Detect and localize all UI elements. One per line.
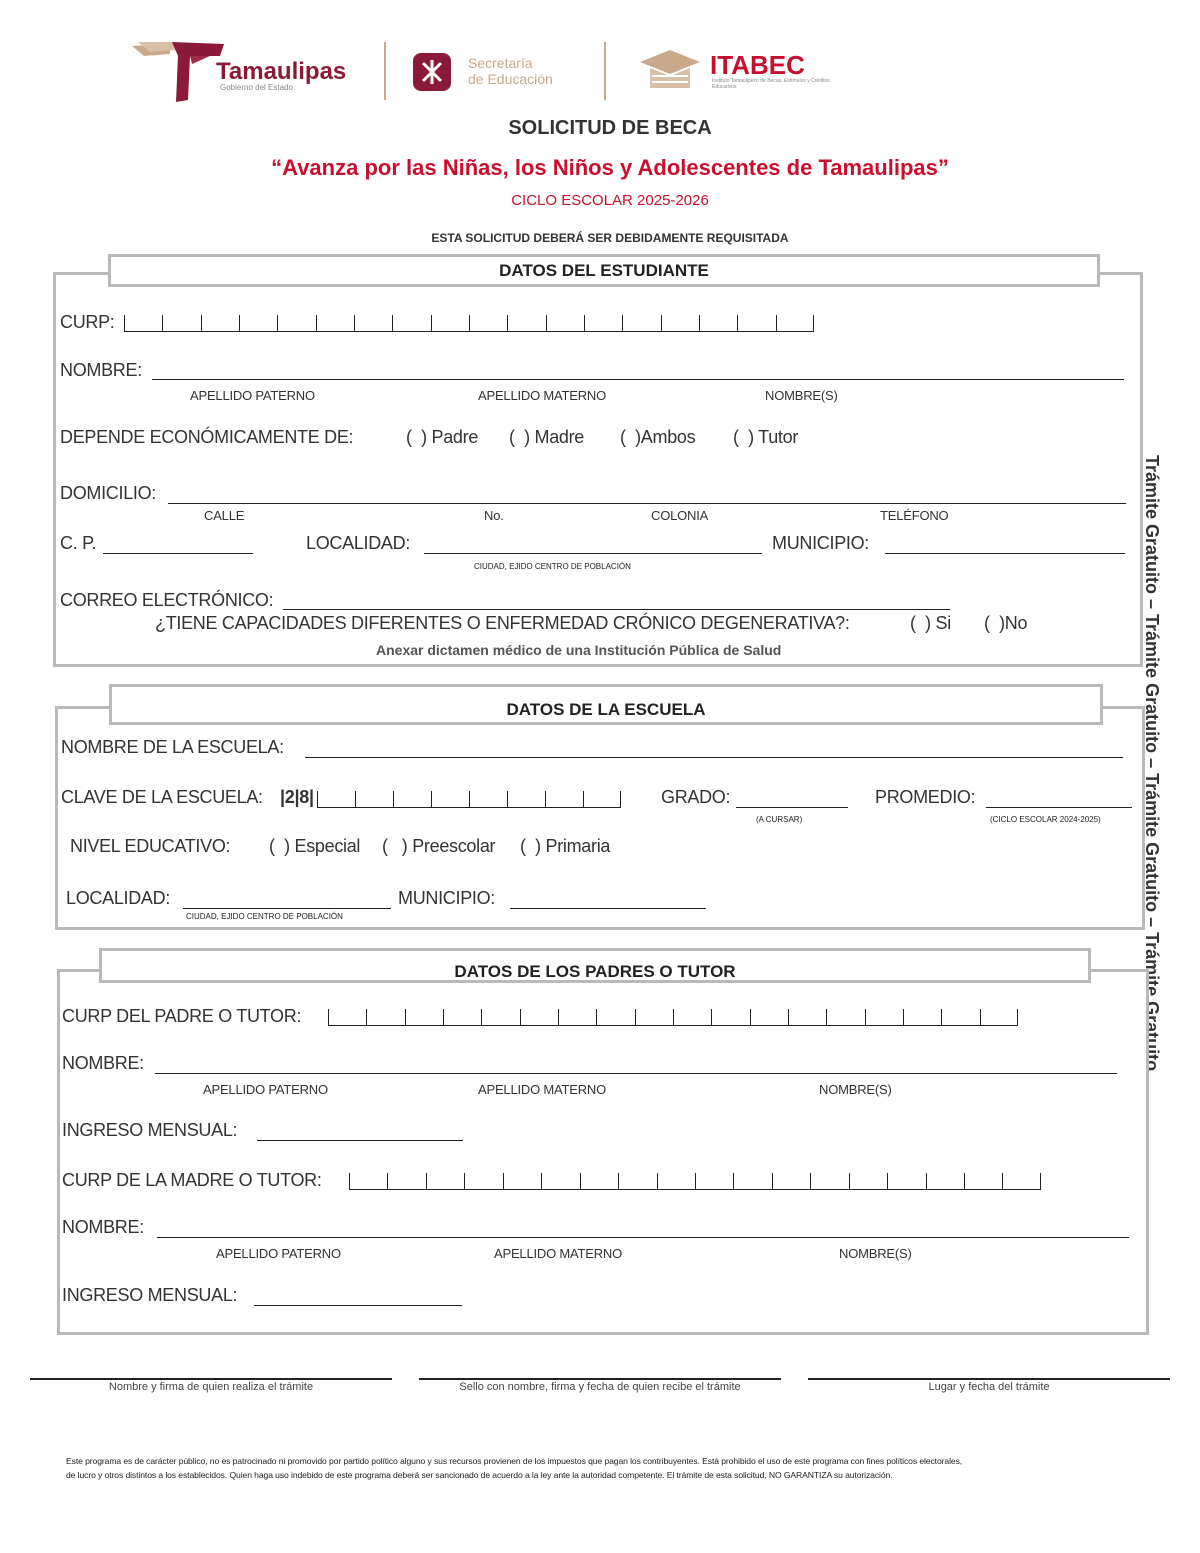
correo-input[interactable] xyxy=(283,609,950,610)
padre-nombres-label: NOMBRE(S) xyxy=(819,1082,892,1097)
secretaria-emblem-icon xyxy=(412,52,452,92)
nivel-primaria-label: Primaria xyxy=(545,836,611,856)
character-cell[interactable] xyxy=(355,791,393,807)
character-cell[interactable] xyxy=(507,315,545,331)
school-clave-label: CLAVE DE LA ESCUELA: xyxy=(61,787,263,807)
correo-label: CORREO ELECTRÓNICO: xyxy=(60,590,274,610)
padre-name-label: NOMBRE: xyxy=(62,1053,144,1073)
character-cell[interactable] xyxy=(431,315,469,331)
secretaria-line2: de Educación xyxy=(468,71,553,87)
character-cell[interactable] xyxy=(980,1009,1018,1025)
character-cell[interactable] xyxy=(546,315,584,331)
nivel-label: NIVEL EDUCATIVO: xyxy=(70,836,231,856)
character-cell[interactable] xyxy=(393,791,431,807)
character-cell[interactable] xyxy=(481,1009,519,1025)
capacidades-question: ¿TIENE CAPACIDADES DIFERENTES O ENFERMEDAD CRÓNICO DEGENERATIVA?: xyxy=(155,613,850,633)
character-cell[interactable] xyxy=(354,315,392,331)
character-cell[interactable] xyxy=(695,1173,733,1189)
header-divider xyxy=(604,42,606,100)
depende-ambos-checkbox[interactable]: ( )Ambos xyxy=(620,427,696,447)
domicilio-label: DOMICILIO: xyxy=(60,483,157,503)
madre-apellido-materno-label: APELLIDO MATERNO xyxy=(494,1246,623,1261)
promedio-label: PROMEDIO: xyxy=(875,787,976,807)
legal-footer-line2: de lucro y otros distintos a los establecidos. Quien haga uso indebido de este programa deberá ser sancionado de acuerdo a la ley ante la autoridad competente. El trámite de esta solicitud, NO GARANTIZA su autorización. xyxy=(66,1470,893,1480)
school-clave-prefix: |2|8| xyxy=(280,787,314,807)
character-cell[interactable] xyxy=(443,1009,481,1025)
character-cell[interactable] xyxy=(750,1009,788,1025)
character-cell[interactable] xyxy=(584,315,622,331)
character-cell[interactable] xyxy=(124,315,162,331)
signature-label-place-date: Lugar y fecha del trámite xyxy=(928,1381,1050,1393)
character-cell[interactable] xyxy=(887,1173,925,1189)
madre-name-input[interactable] xyxy=(157,1237,1129,1238)
padre-ingreso-input[interactable] xyxy=(257,1140,463,1141)
character-cell[interactable] xyxy=(520,1009,558,1025)
character-cell[interactable] xyxy=(903,1009,941,1025)
character-cell[interactable] xyxy=(541,1173,579,1189)
character-cell[interactable] xyxy=(239,315,277,331)
character-cell[interactable] xyxy=(865,1009,903,1025)
requisite-notice: ESTA SOLICITUD DEBERÁ SER DEBIDAMENTE REQUISITADA xyxy=(431,231,789,245)
character-cell[interactable] xyxy=(737,315,775,331)
padre-apellido-materno-label: APELLIDO MATERNO xyxy=(478,1082,607,1097)
cp-label: C. P. xyxy=(60,533,97,553)
school-localidad-label: LOCALIDAD: xyxy=(66,888,171,908)
character-cell[interactable] xyxy=(699,315,737,331)
character-cell[interactable] xyxy=(277,315,315,331)
tamaulipas-logo xyxy=(130,40,370,104)
depende-madre-checkbox[interactable]: ( ) Madre xyxy=(509,427,585,447)
curp-madre-label: CURP DE LA MADRE O TUTOR: xyxy=(62,1170,322,1190)
colonia-label: COLONIA xyxy=(651,508,709,523)
grado-input[interactable] xyxy=(736,807,848,808)
character-cell[interactable] xyxy=(772,1173,810,1189)
parents-section-heading: DATOS DE LOS PADRES O TUTOR xyxy=(99,948,1091,983)
character-cell[interactable] xyxy=(558,1009,596,1025)
curp-padre-input[interactable] xyxy=(328,1009,1018,1026)
character-cell[interactable] xyxy=(788,1009,826,1025)
grado-hint: (A CURSAR) xyxy=(756,815,803,824)
header-divider xyxy=(384,42,386,100)
character-cell[interactable] xyxy=(328,1009,366,1025)
character-cell[interactable] xyxy=(201,315,239,331)
character-cell[interactable] xyxy=(469,791,507,807)
legal-footer-line1: Este programa es de carácter público, no es patrocinado ni promovido por partido político alguno y sus recursos provienen de los impuestos que pagan los contribuyentes. Está prohibido el uso de este programa con fines políticos electorales, xyxy=(66,1456,963,1466)
character-cell[interactable] xyxy=(426,1173,464,1189)
free-procedure-side-text: Trámite Gratuito – Trámite Gratuito – Trámite Gratuito – Trámite Gratuito xyxy=(1142,455,1162,1072)
tamaulipas-name: Tamaulipas xyxy=(216,58,347,85)
character-cell[interactable] xyxy=(964,1173,1002,1189)
character-cell[interactable] xyxy=(661,315,699,331)
secretaria-logo xyxy=(412,52,592,92)
anexar-note: Anexar dictamen médico de una Institución Pública de Salud xyxy=(376,642,782,658)
character-cell[interactable] xyxy=(926,1173,964,1189)
character-cell[interactable] xyxy=(464,1173,502,1189)
madre-nombres-label: NOMBRE(S) xyxy=(839,1246,912,1261)
depende-madre-label: Madre xyxy=(534,427,585,447)
legal-footer xyxy=(66,1454,1156,1482)
nivel-primaria-checkbox[interactable]: ( ) Primaria xyxy=(520,836,611,856)
student-apellido-materno-label: APELLIDO MATERNO xyxy=(478,388,607,403)
depende-ambos-label: Ambos xyxy=(640,427,696,447)
domicilio-input[interactable] xyxy=(168,503,1126,504)
character-cell[interactable] xyxy=(810,1173,848,1189)
character-cell[interactable] xyxy=(673,1009,711,1025)
padre-name-input[interactable] xyxy=(155,1073,1117,1074)
school-cycle: CICLO ESCOLAR 2025-2026 xyxy=(511,192,709,209)
signature-label-applicant: Nombre y firma de quien realiza el trámite xyxy=(108,1381,314,1393)
student-name-input[interactable] xyxy=(152,379,1124,380)
character-cell[interactable] xyxy=(776,315,814,331)
signature-line-place-date[interactable] xyxy=(808,1378,1170,1380)
character-cell[interactable] xyxy=(469,315,507,331)
character-cell[interactable] xyxy=(316,315,354,331)
character-cell[interactable] xyxy=(622,315,660,331)
signature-line-applicant[interactable] xyxy=(30,1378,392,1380)
student-section-heading: DATOS DEL ESTUDIANTE xyxy=(108,254,1100,287)
promedio-hint: (CICLO ESCOLAR 2024-2025) xyxy=(990,815,1101,824)
school-name-input[interactable] xyxy=(305,757,1123,758)
character-cell[interactable] xyxy=(366,1009,404,1025)
character-cell[interactable] xyxy=(635,1009,673,1025)
depende-padre-label: Padre xyxy=(431,427,479,447)
school-clave-input[interactable] xyxy=(317,791,621,808)
school-localidad-input[interactable] xyxy=(183,908,391,909)
capacidades-yes-checkbox[interactable]: ( ) Si xyxy=(910,613,951,633)
school-name-label: NOMBRE DE LA ESCUELA: xyxy=(61,737,284,757)
character-cell[interactable] xyxy=(162,315,200,331)
character-cell[interactable] xyxy=(392,315,430,331)
character-cell[interactable] xyxy=(431,791,469,807)
nivel-preescolar-label: Preescolar xyxy=(412,836,496,856)
capacidades-yes-label: Si xyxy=(935,613,951,633)
nivel-especial-label: Especial xyxy=(294,836,361,856)
depende-label: DEPENDE ECONÓMICAMENTE DE: xyxy=(60,427,354,447)
student-nombres-label: NOMBRE(S) xyxy=(765,388,838,403)
itabec-name: ITABEC xyxy=(710,50,805,80)
depende-tutor-label: Tutor xyxy=(758,427,799,447)
student-name-label: NOMBRE: xyxy=(60,360,142,380)
madre-ingreso-input[interactable] xyxy=(254,1305,462,1306)
cp-input[interactable] xyxy=(103,553,253,554)
curp-padre-label: CURP DEL PADRE O TUTOR: xyxy=(62,1006,302,1026)
telefono-label: TELÉFONO xyxy=(880,508,949,523)
itabec-logo xyxy=(636,48,836,94)
madre-apellido-paterno-label: APELLIDO PATERNO xyxy=(216,1246,341,1261)
student-apellido-paterno-label: APELLIDO PATERNO xyxy=(190,388,315,403)
grado-label: GRADO: xyxy=(661,787,731,807)
character-cell[interactable] xyxy=(618,1173,656,1189)
capacidades-no-checkbox[interactable]: ( )No xyxy=(984,613,1028,633)
itabec-subtitle: Instituto Tamaulipeco de Becas, Estímulos y Créditos Educativos xyxy=(712,78,830,90)
nivel-preescolar-checkbox[interactable]: ( ) Preescolar xyxy=(382,836,496,856)
character-cell[interactable] xyxy=(1002,1173,1040,1189)
clave-digit-2: 2 xyxy=(284,787,295,807)
padre-apellido-paterno-label: APELLIDO PATERNO xyxy=(203,1082,328,1097)
municipio-label: MUNICIPIO: xyxy=(772,533,870,553)
character-cell[interactable] xyxy=(580,1173,618,1189)
tamaulipas-subtitle: Gobierno del Estado xyxy=(220,83,293,92)
character-cell[interactable] xyxy=(733,1173,771,1189)
depende-tutor-checkbox[interactable]: ( ) Tutor xyxy=(733,427,799,447)
character-cell[interactable] xyxy=(405,1009,443,1025)
promedio-input[interactable] xyxy=(986,807,1132,808)
calle-label: CALLE xyxy=(204,508,245,523)
character-cell[interactable] xyxy=(349,1173,387,1189)
tamaulipas-emblem-icon xyxy=(130,40,230,104)
student-curp-label: CURP: xyxy=(60,312,115,332)
madre-ingreso-label: INGRESO MENSUAL: xyxy=(62,1285,238,1305)
municipio-input[interactable] xyxy=(885,553,1125,554)
school-municipio-label: MUNICIPIO: xyxy=(398,888,496,908)
school-section-heading: DATOS DE LA ESCUELA xyxy=(109,684,1103,725)
character-cell[interactable] xyxy=(657,1173,695,1189)
school-localidad-hint: CIUDAD, EJIDO CENTRO DE POBLACIÓN xyxy=(186,912,343,921)
padre-ingreso-label: INGRESO MENSUAL: xyxy=(62,1120,238,1140)
character-cell[interactable] xyxy=(583,791,621,807)
madre-name-label: NOMBRE: xyxy=(62,1217,144,1237)
character-cell[interactable] xyxy=(545,791,583,807)
numero-label: No. xyxy=(484,508,504,523)
clave-digit-8: 8 xyxy=(299,787,309,807)
character-cell[interactable] xyxy=(503,1173,541,1189)
student-curp-input[interactable] xyxy=(124,315,814,332)
capacidades-no-label: No xyxy=(1004,613,1028,633)
form-title: SOLICITUD DE BECA xyxy=(508,117,712,139)
character-cell[interactable] xyxy=(596,1009,634,1025)
curp-madre-input[interactable] xyxy=(349,1173,1041,1190)
secretaria-line1: Secretaría xyxy=(468,55,533,71)
character-cell[interactable] xyxy=(826,1009,864,1025)
character-cell[interactable] xyxy=(317,791,355,807)
signature-line-receiver[interactable] xyxy=(419,1378,781,1380)
signature-label-receiver: Sello con nombre, firma y fecha de quien recibe el trámite xyxy=(459,1381,741,1393)
nivel-especial-checkbox[interactable]: ( ) Especial xyxy=(269,836,361,856)
localidad-input[interactable] xyxy=(424,553,762,554)
depende-padre-checkbox[interactable]: ( ) Padre xyxy=(406,427,479,447)
graduation-cap-icon xyxy=(636,48,702,92)
character-cell[interactable] xyxy=(849,1173,887,1189)
character-cell[interactable] xyxy=(387,1173,425,1189)
localidad-label: LOCALIDAD: xyxy=(306,533,411,553)
character-cell[interactable] xyxy=(507,791,545,807)
program-name: “Avanza por las Niñas, los Niños y Adolescentes de Tamaulipas” xyxy=(271,155,949,180)
character-cell[interactable] xyxy=(711,1009,749,1025)
localidad-hint: CIUDAD, EJIDO CENTRO DE POBLACIÓN xyxy=(474,562,631,571)
school-municipio-input[interactable] xyxy=(510,908,706,909)
character-cell[interactable] xyxy=(941,1009,979,1025)
